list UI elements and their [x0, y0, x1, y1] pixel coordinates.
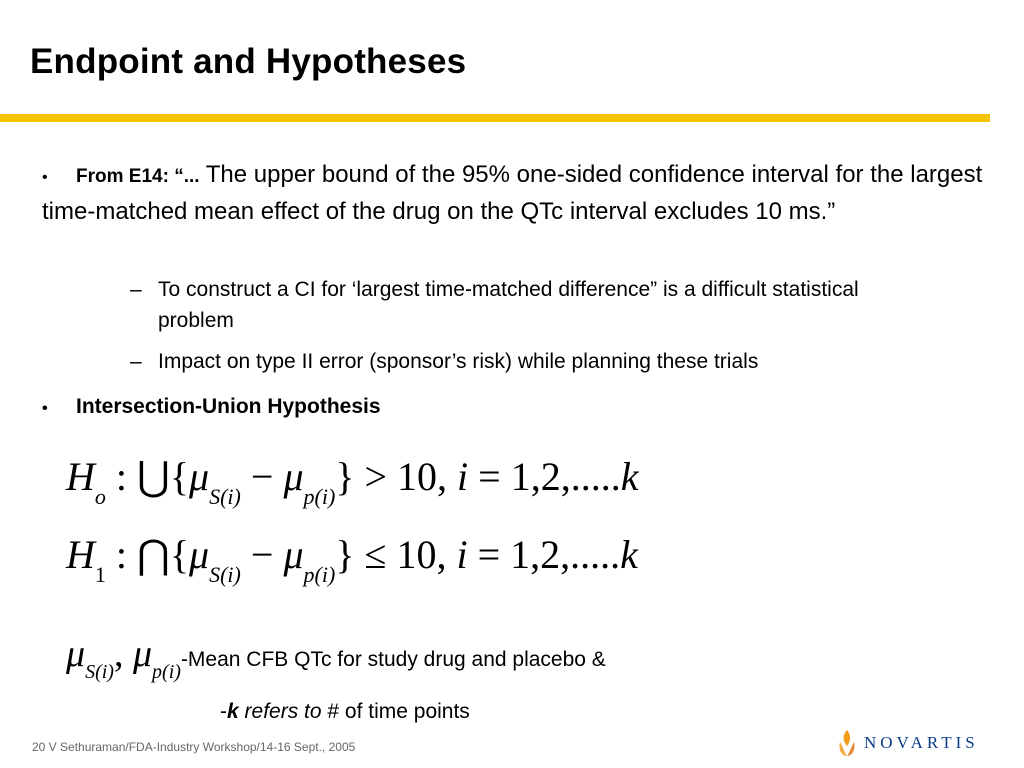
eq-brace-close: }: [335, 454, 355, 499]
eq-subscript: S(i): [209, 484, 241, 509]
eq-subscript: p(i): [303, 484, 336, 509]
k-definition: [220, 700, 470, 724]
sub-bullet-type-ii-error: [130, 346, 930, 377]
eq-symbol-h: H: [66, 454, 95, 499]
eq-subscript: 1: [94, 562, 106, 587]
k-dash: -: [220, 700, 227, 723]
bullet-e14-lead: From E14: “...: [76, 166, 200, 187]
sub-bullet-marker: –: [130, 350, 142, 373]
sub-bullet-ci-problem: [130, 274, 930, 336]
eq-symbol-mu: μ: [283, 454, 304, 499]
def-symbol-mu-s: μ: [66, 633, 86, 675]
eq-symbol-mu: μ: [283, 532, 304, 577]
k-refers-to: refers to: [238, 700, 322, 723]
eq-minus: −: [240, 532, 284, 577]
eq-range: = 1,2,.....: [468, 454, 621, 499]
sub-bullet-ci-problem-text: To construct a CI for ‘largest time-matched difference” is a difficult statistical problem: [158, 278, 859, 332]
bullet-marker: •: [42, 169, 48, 186]
eq-relation: ≤ 10,: [354, 532, 457, 577]
alternative-hypothesis-equation: [66, 530, 638, 587]
eq-symbol-h: H: [66, 532, 95, 577]
def-subscript: S(i): [85, 661, 114, 683]
k-text: # of time points: [321, 700, 470, 723]
eq-subscript: S(i): [209, 562, 241, 587]
eq-symbol-k: k: [620, 454, 639, 499]
bullet-e14: [42, 158, 1002, 229]
slide-title: Endpoint and Hypotheses: [30, 42, 467, 81]
eq-index-i: i: [456, 532, 468, 577]
eq-subscript: p(i): [303, 562, 336, 587]
eq-index-i: i: [457, 454, 469, 499]
novartis-logo: [836, 728, 979, 758]
eq-minus: −: [240, 454, 284, 499]
eq-colon: :: [105, 532, 138, 577]
eq-union-operator: ⋃: [137, 454, 170, 499]
eq-symbol-mu: μ: [189, 454, 210, 499]
def-text: -Mean CFB QTc for study drug and placebo &: [180, 648, 606, 671]
eq-subscript: o: [94, 484, 106, 509]
bullet-intersection-union-text: Intersection-Union Hypothesis: [76, 395, 381, 418]
null-hypothesis-equation: [66, 452, 639, 509]
def-symbol-mu-p: μ: [132, 633, 153, 675]
eq-brace-open: {: [169, 532, 190, 577]
novartis-wordmark: NOVARTIS: [864, 733, 979, 752]
eq-brace-close: }: [335, 532, 355, 577]
eq-symbol-k: k: [620, 532, 638, 577]
eq-symbol-mu: μ: [189, 532, 210, 577]
mean-definition: [66, 632, 606, 683]
bullet-marker: •: [42, 400, 48, 417]
def-subscript: p(i): [152, 661, 181, 683]
eq-intersection-operator: ⋂: [137, 532, 170, 577]
eq-colon: :: [105, 454, 138, 499]
footer-text: 20 V Sethuraman/FDA-Industry Workshop/14-16 Sept., 2005: [32, 740, 356, 754]
eq-relation: > 10,: [354, 454, 458, 499]
def-comma: ,: [113, 633, 133, 675]
bullet-e14-text: The upper bound of the 95% one-sided confidence interval for the largest time-matched mean effect of the drug on the QTc interval excludes 10 ms.”: [42, 161, 983, 225]
k-variable: k: [227, 700, 239, 723]
novartis-flame-icon: [836, 728, 858, 758]
title-divider: [0, 114, 990, 122]
eq-brace-open: {: [169, 454, 190, 499]
bullet-intersection-union: [42, 391, 381, 424]
sub-bullet-type-ii-error-text: Impact on type II error (sponsor’s risk) while planning these trials: [158, 350, 759, 373]
sub-bullet-marker: –: [130, 278, 142, 301]
eq-range: = 1,2,.....: [467, 532, 621, 577]
